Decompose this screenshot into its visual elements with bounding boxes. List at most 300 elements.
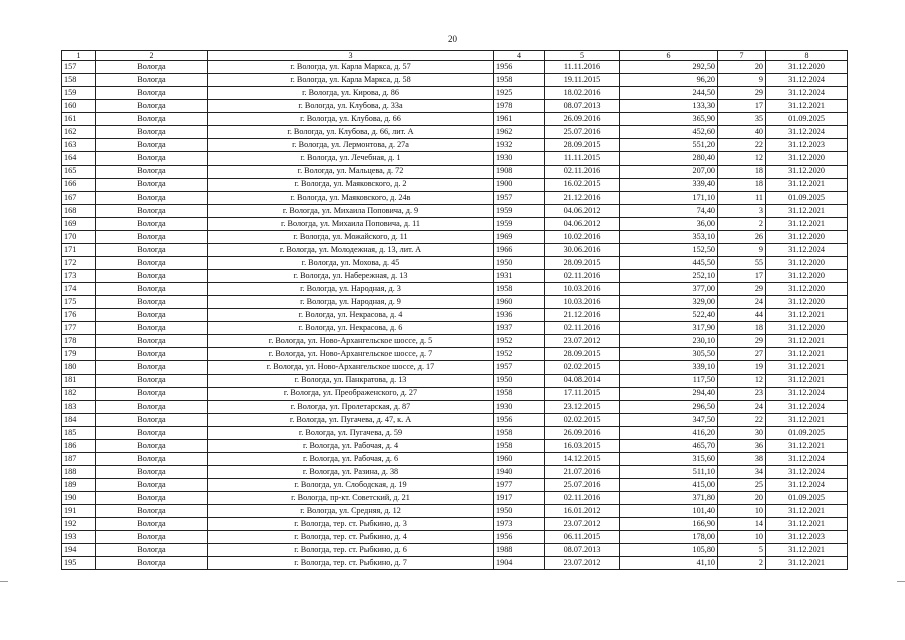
cell-year-built: 1950 <box>494 256 545 269</box>
cell-count: 18 <box>718 178 766 191</box>
cell-row-number: 166 <box>62 178 96 191</box>
table-row <box>62 256 848 269</box>
cell-area: 339,10 <box>620 361 718 374</box>
cell-row-number: 177 <box>62 322 96 335</box>
cell-count: 3 <box>718 204 766 217</box>
table-row <box>62 283 848 296</box>
cell-address: г. Вологда, ул. Народная, д. 3 <box>208 283 494 296</box>
cell-date: 17.11.2015 <box>545 387 620 400</box>
cell-address: г. Вологда, ул. Рабочая, д. 6 <box>208 452 494 465</box>
cell-date: 23.12.2015 <box>545 400 620 413</box>
cell-city: Вологда <box>96 165 208 178</box>
cell-city: Вологда <box>96 479 208 492</box>
cell-count: 35 <box>718 113 766 126</box>
cell-date: 23.07.2012 <box>545 518 620 531</box>
cell-address: г. Вологда, ул. Лермонтова, д. 27а <box>208 139 494 152</box>
cell-year-built: 1978 <box>494 100 545 113</box>
cell-count: 22 <box>718 413 766 426</box>
cell-end-date: 31.12.2024 <box>766 243 848 256</box>
cell-address: г. Вологда, ул. Карла Маркса, д. 57 <box>208 61 494 74</box>
cell-date: 04.06.2012 <box>545 217 620 230</box>
table-row <box>62 387 848 400</box>
cell-end-date: 31.12.2021 <box>766 374 848 387</box>
cell-row-number: 158 <box>62 74 96 87</box>
cell-count: 12 <box>718 374 766 387</box>
cell-area: 329,00 <box>620 296 718 309</box>
cell-row-number: 187 <box>62 452 96 465</box>
cell-area: 452,60 <box>620 126 718 139</box>
table-row <box>62 126 848 139</box>
table-row <box>62 165 848 178</box>
table-row <box>62 217 848 230</box>
cell-date: 08.07.2013 <box>545 100 620 113</box>
cell-row-number: 169 <box>62 217 96 230</box>
cell-address: г. Вологда, ул. Средняя, д. 12 <box>208 505 494 518</box>
cell-year-built: 1936 <box>494 309 545 322</box>
cell-end-date: 01.09.2025 <box>766 492 848 505</box>
cell-date: 16.01.2012 <box>545 505 620 518</box>
table-row <box>62 178 848 191</box>
cell-count: 17 <box>718 100 766 113</box>
cell-row-number: 174 <box>62 283 96 296</box>
cell-count: 9 <box>718 74 766 87</box>
cell-year-built: 1988 <box>494 544 545 557</box>
cell-row-number: 162 <box>62 126 96 139</box>
cell-end-date: 31.12.2021 <box>766 557 848 570</box>
cell-count: 20 <box>718 492 766 505</box>
cell-city: Вологда <box>96 113 208 126</box>
cell-date: 16.03.2015 <box>545 439 620 452</box>
cell-area: 415,00 <box>620 479 718 492</box>
cell-area: 244,50 <box>620 87 718 100</box>
column-header: 7 <box>718 51 766 61</box>
cell-address: г. Вологда, ул. Мохова, д. 45 <box>208 256 494 269</box>
cell-address: г. Вологда, ул. Кирова, д. 86 <box>208 87 494 100</box>
cell-year-built: 1900 <box>494 178 545 191</box>
column-header: 1 <box>62 51 96 61</box>
cell-city: Вологда <box>96 322 208 335</box>
cell-city: Вологда <box>96 178 208 191</box>
cell-row-number: 180 <box>62 361 96 374</box>
cell-address: г. Вологда, ул. Маяковского, д. 24в <box>208 191 494 204</box>
cell-row-number: 173 <box>62 270 96 283</box>
cell-end-date: 31.12.2020 <box>766 256 848 269</box>
cell-city: Вологда <box>96 335 208 348</box>
cell-address: г. Вологда, ул. Клубова, д. 33а <box>208 100 494 113</box>
cell-address: г. Вологда, ул. Слободская, д. 19 <box>208 479 494 492</box>
cell-date: 10.03.2016 <box>545 296 620 309</box>
page-number: 20 <box>448 34 457 44</box>
cell-address: г. Вологда, ул. Карла Маркса, д. 58 <box>208 74 494 87</box>
cell-count: 11 <box>718 191 766 204</box>
cell-year-built: 1961 <box>494 113 545 126</box>
table-row <box>62 465 848 478</box>
cell-area: 377,00 <box>620 283 718 296</box>
cell-area: 252,10 <box>620 270 718 283</box>
table-row <box>62 230 848 243</box>
cell-count: 2 <box>718 557 766 570</box>
cell-end-date: 31.12.2021 <box>766 178 848 191</box>
cell-end-date: 31.12.2021 <box>766 544 848 557</box>
cell-city: Вологда <box>96 243 208 256</box>
cell-date: 28.09.2015 <box>545 348 620 361</box>
cell-end-date: 01.09.2025 <box>766 426 848 439</box>
column-header: 8 <box>766 51 848 61</box>
cell-city: Вологда <box>96 191 208 204</box>
cell-year-built: 1959 <box>494 217 545 230</box>
cell-year-built: 1904 <box>494 557 545 570</box>
table-row <box>62 557 848 570</box>
cell-count: 55 <box>718 256 766 269</box>
cell-end-date: 31.12.2021 <box>766 100 848 113</box>
cell-end-date: 31.12.2024 <box>766 126 848 139</box>
cell-area: 41,10 <box>620 557 718 570</box>
cell-end-date: 31.12.2021 <box>766 413 848 426</box>
cell-area: 339,40 <box>620 178 718 191</box>
cell-date: 04.08.2014 <box>545 374 620 387</box>
cell-end-date: 31.12.2021 <box>766 439 848 452</box>
cell-area: 166,90 <box>620 518 718 531</box>
cell-end-date: 31.12.2020 <box>766 270 848 283</box>
cell-year-built: 1931 <box>494 270 545 283</box>
cell-area: 101,40 <box>620 505 718 518</box>
cell-date: 14.12.2015 <box>545 452 620 465</box>
cell-city: Вологда <box>96 74 208 87</box>
cell-city: Вологда <box>96 452 208 465</box>
cell-address: г. Вологда, ул. Михаила Поповича, д. 11 <box>208 217 494 230</box>
cell-year-built: 1932 <box>494 139 545 152</box>
cell-area: 347,50 <box>620 413 718 426</box>
cell-count: 19 <box>718 361 766 374</box>
cell-address: г. Вологда, пр-кт. Советский, д. 21 <box>208 492 494 505</box>
cell-city: Вологда <box>96 309 208 322</box>
table-row <box>62 348 848 361</box>
cell-count: 30 <box>718 426 766 439</box>
cell-city: Вологда <box>96 61 208 74</box>
cell-area: 133,30 <box>620 100 718 113</box>
cell-city: Вологда <box>96 126 208 139</box>
cell-address: г. Вологда, ул. Панкратова, д. 13 <box>208 374 494 387</box>
cell-year-built: 1952 <box>494 348 545 361</box>
cell-year-built: 1917 <box>494 492 545 505</box>
cell-row-number: 163 <box>62 139 96 152</box>
cell-year-built: 1960 <box>494 296 545 309</box>
table-row <box>62 113 848 126</box>
cell-area: 371,80 <box>620 492 718 505</box>
table-row <box>62 492 848 505</box>
cell-count: 17 <box>718 270 766 283</box>
column-header: 3 <box>208 51 494 61</box>
cell-area: 280,40 <box>620 152 718 165</box>
cell-area: 416,20 <box>620 426 718 439</box>
cell-date: 18.02.2016 <box>545 87 620 100</box>
cell-count: 34 <box>718 465 766 478</box>
cell-count: 5 <box>718 544 766 557</box>
table-row <box>62 296 848 309</box>
cell-address: г. Вологда, тер. ст. Рыбкино, д. 7 <box>208 557 494 570</box>
cell-area: 105,80 <box>620 544 718 557</box>
cell-year-built: 1908 <box>494 165 545 178</box>
cell-end-date: 31.12.2024 <box>766 387 848 400</box>
table-row <box>62 100 848 113</box>
cell-city: Вологда <box>96 531 208 544</box>
cell-row-number: 171 <box>62 243 96 256</box>
cell-area: 178,00 <box>620 531 718 544</box>
cell-end-date: 31.12.2024 <box>766 400 848 413</box>
table-row <box>62 335 848 348</box>
cell-row-number: 183 <box>62 400 96 413</box>
cell-row-number: 195 <box>62 557 96 570</box>
cell-count: 29 <box>718 87 766 100</box>
cell-year-built: 1930 <box>494 400 545 413</box>
cell-year-built: 1958 <box>494 387 545 400</box>
cell-end-date: 31.12.2024 <box>766 87 848 100</box>
cell-address: г. Вологда, ул. Можайского, д. 11 <box>208 230 494 243</box>
cell-date: 02.11.2016 <box>545 322 620 335</box>
cell-area: 511,10 <box>620 465 718 478</box>
cell-date: 10.02.2016 <box>545 230 620 243</box>
cell-row-number: 168 <box>62 204 96 217</box>
cell-end-date: 31.12.2020 <box>766 230 848 243</box>
cell-row-number: 170 <box>62 230 96 243</box>
cell-year-built: 1950 <box>494 374 545 387</box>
cell-date: 02.02.2015 <box>545 413 620 426</box>
cell-year-built: 1956 <box>494 531 545 544</box>
cell-row-number: 185 <box>62 426 96 439</box>
cell-end-date: 31.12.2020 <box>766 283 848 296</box>
cell-count: 9 <box>718 243 766 256</box>
cell-count: 44 <box>718 309 766 322</box>
cell-count: 14 <box>718 518 766 531</box>
cell-year-built: 1958 <box>494 426 545 439</box>
cell-count: 18 <box>718 322 766 335</box>
table-row <box>62 74 848 87</box>
cell-end-date: 31.12.2024 <box>766 465 848 478</box>
cell-date: 02.11.2016 <box>545 492 620 505</box>
cell-count: 22 <box>718 139 766 152</box>
cell-end-date: 31.12.2024 <box>766 479 848 492</box>
cell-address: г. Вологда, ул. Клубова, д. 66 <box>208 113 494 126</box>
cell-end-date: 31.12.2020 <box>766 322 848 335</box>
cell-row-number: 164 <box>62 152 96 165</box>
cell-row-number: 193 <box>62 531 96 544</box>
cell-address: г. Вологда, ул. Лечебная, д. 1 <box>208 152 494 165</box>
cell-date: 28.09.2015 <box>545 139 620 152</box>
cell-year-built: 1958 <box>494 74 545 87</box>
cell-row-number: 189 <box>62 479 96 492</box>
cell-year-built: 1925 <box>494 87 545 100</box>
cell-address: г. Вологда, ул. Рабочая, д. 4 <box>208 439 494 452</box>
table-row <box>62 426 848 439</box>
cell-row-number: 176 <box>62 309 96 322</box>
table-row <box>62 309 848 322</box>
cell-year-built: 1959 <box>494 204 545 217</box>
cell-end-date: 31.12.2024 <box>766 74 848 87</box>
cell-city: Вологда <box>96 296 208 309</box>
cell-end-date: 31.12.2024 <box>766 452 848 465</box>
cell-area: 465,70 <box>620 439 718 452</box>
cell-area: 365,90 <box>620 113 718 126</box>
table-body <box>62 61 848 570</box>
cell-end-date: 31.12.2021 <box>766 518 848 531</box>
cell-area: 230,10 <box>620 335 718 348</box>
cell-count: 27 <box>718 348 766 361</box>
cell-end-date: 31.12.2020 <box>766 61 848 74</box>
cell-count: 12 <box>718 152 766 165</box>
cell-date: 26.09.2016 <box>545 426 620 439</box>
cell-year-built: 1937 <box>494 322 545 335</box>
cell-row-number: 157 <box>62 61 96 74</box>
cell-city: Вологда <box>96 217 208 230</box>
cell-city: Вологда <box>96 400 208 413</box>
table-row <box>62 452 848 465</box>
cell-area: 292,50 <box>620 61 718 74</box>
table-row <box>62 374 848 387</box>
cell-address: г. Вологда, ул. Разина, д. 38 <box>208 465 494 478</box>
cell-count: 10 <box>718 505 766 518</box>
cell-end-date: 31.12.2021 <box>766 204 848 217</box>
cell-year-built: 1969 <box>494 230 545 243</box>
cell-address: г. Вологда, ул. Молодежная, д. 13, лит. А <box>208 243 494 256</box>
cell-count: 24 <box>718 296 766 309</box>
cell-city: Вологда <box>96 465 208 478</box>
cell-row-number: 167 <box>62 191 96 204</box>
cell-end-date: 31.12.2021 <box>766 217 848 230</box>
cell-address: г. Вологда, ул. Маяковского, д. 2 <box>208 178 494 191</box>
table-row <box>62 400 848 413</box>
cell-city: Вологда <box>96 557 208 570</box>
table-row <box>62 322 848 335</box>
cell-address: г. Вологда, ул. Клубова, д. 66, лит. А <box>208 126 494 139</box>
table-row <box>62 505 848 518</box>
cell-year-built: 1960 <box>494 452 545 465</box>
cell-year-built: 1977 <box>494 479 545 492</box>
cell-end-date: 01.09.2025 <box>766 113 848 126</box>
cell-row-number: 178 <box>62 335 96 348</box>
cell-count: 20 <box>718 61 766 74</box>
cell-address: г. Вологда, ул. Пролетарская, д. 87 <box>208 400 494 413</box>
cell-row-number: 179 <box>62 348 96 361</box>
cell-area: 117,50 <box>620 374 718 387</box>
cell-city: Вологда <box>96 544 208 557</box>
cell-date: 08.07.2013 <box>545 544 620 557</box>
cell-address: г. Вологда, ул. Михаила Поповича, д. 9 <box>208 204 494 217</box>
cell-area: 294,40 <box>620 387 718 400</box>
cell-address: г. Вологда, ул. Преображенского, д. 27 <box>208 387 494 400</box>
cell-city: Вологда <box>96 426 208 439</box>
cell-address: г. Вологда, ул. Некрасова, д. 4 <box>208 309 494 322</box>
cell-city: Вологда <box>96 439 208 452</box>
cell-row-number: 186 <box>62 439 96 452</box>
column-header: 4 <box>494 51 545 61</box>
column-header: 2 <box>96 51 208 61</box>
cell-count: 29 <box>718 283 766 296</box>
cell-address: г. Вологда, ул. Ново-Архангельское шоссе, д. 5 <box>208 335 494 348</box>
cell-date: 04.06.2012 <box>545 204 620 217</box>
cell-area: 74,40 <box>620 204 718 217</box>
cell-date: 21.12.2016 <box>545 191 620 204</box>
cell-count: 40 <box>718 126 766 139</box>
cell-area: 551,20 <box>620 139 718 152</box>
cell-area: 315,60 <box>620 452 718 465</box>
cell-city: Вологда <box>96 518 208 531</box>
cell-count: 24 <box>718 400 766 413</box>
cell-count: 10 <box>718 531 766 544</box>
cell-count: 23 <box>718 387 766 400</box>
table-row <box>62 152 848 165</box>
cell-year-built: 1950 <box>494 505 545 518</box>
cell-year-built: 1958 <box>494 283 545 296</box>
cell-date: 11.11.2015 <box>545 152 620 165</box>
cell-end-date: 31.12.2021 <box>766 335 848 348</box>
cell-address: г. Вологда, ул. Пугачева, д. 59 <box>208 426 494 439</box>
cell-row-number: 172 <box>62 256 96 269</box>
table-row <box>62 61 848 74</box>
cell-count: 36 <box>718 439 766 452</box>
cell-area: 152,50 <box>620 243 718 256</box>
table-row <box>62 270 848 283</box>
cell-year-built: 1958 <box>494 439 545 452</box>
table-row <box>62 139 848 152</box>
cell-date: 25.07.2016 <box>545 126 620 139</box>
cell-date: 11.11.2016 <box>545 61 620 74</box>
cell-date: 10.03.2016 <box>545 283 620 296</box>
cell-address: г. Вологда, ул. Ново-Архангельское шоссе, д. 17 <box>208 361 494 374</box>
cell-city: Вологда <box>96 256 208 269</box>
cell-address: г. Вологда, ул. Народная, д. 9 <box>208 296 494 309</box>
cell-end-date: 31.12.2021 <box>766 309 848 322</box>
cell-year-built: 1957 <box>494 191 545 204</box>
cell-city: Вологда <box>96 348 208 361</box>
cell-date: 19.11.2015 <box>545 74 620 87</box>
cell-city: Вологда <box>96 152 208 165</box>
cell-end-date: 31.12.2020 <box>766 165 848 178</box>
housing-registry-table <box>61 50 848 570</box>
cell-row-number: 191 <box>62 505 96 518</box>
cell-area: 96,20 <box>620 74 718 87</box>
cell-area: 353,10 <box>620 230 718 243</box>
cell-year-built: 1973 <box>494 518 545 531</box>
cell-date: 23.07.2012 <box>545 335 620 348</box>
cell-end-date: 31.12.2023 <box>766 531 848 544</box>
cell-year-built: 1957 <box>494 361 545 374</box>
cell-year-built: 1940 <box>494 465 545 478</box>
cell-area: 522,40 <box>620 309 718 322</box>
cell-end-date: 31.12.2020 <box>766 152 848 165</box>
cell-city: Вологда <box>96 505 208 518</box>
cell-city: Вологда <box>96 230 208 243</box>
cell-address: г. Вологда, ул. Пугачева, д. 47, к. А <box>208 413 494 426</box>
cell-city: Вологда <box>96 361 208 374</box>
table-row <box>62 243 848 256</box>
cell-address: г. Вологда, ул. Мальцева, д. 72 <box>208 165 494 178</box>
table-row <box>62 413 848 426</box>
cell-area: 207,00 <box>620 165 718 178</box>
table-row <box>62 544 848 557</box>
table-header-row <box>62 51 848 61</box>
table-row <box>62 439 848 452</box>
cell-city: Вологда <box>96 492 208 505</box>
cell-address: г. Вологда, тер. ст. Рыбкино, д. 3 <box>208 518 494 531</box>
cell-row-number: 175 <box>62 296 96 309</box>
cell-count: 25 <box>718 479 766 492</box>
cell-city: Вологда <box>96 270 208 283</box>
cell-end-date: 01.09.2025 <box>766 191 848 204</box>
table-row <box>62 518 848 531</box>
cell-date: 30.06.2016 <box>545 243 620 256</box>
cell-count: 29 <box>718 335 766 348</box>
cell-row-number: 190 <box>62 492 96 505</box>
